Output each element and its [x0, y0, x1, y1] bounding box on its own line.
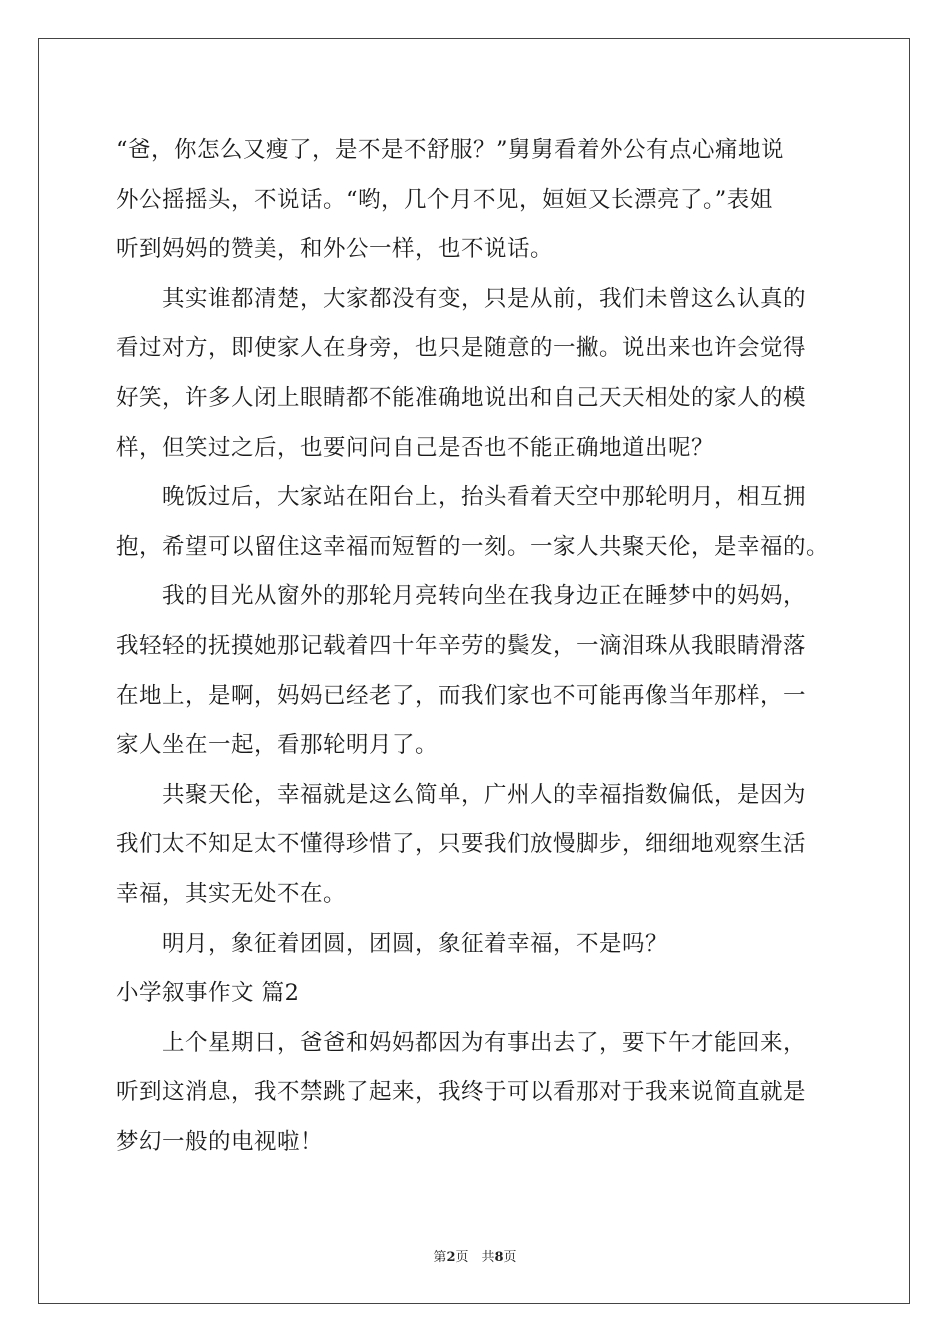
- text-line: 晚饭过后，大家站在阳台上，抬头看着天空中那轮明月，相互拥: [116, 484, 807, 511]
- text-line: 样，但笑过之后，也要问问自己是否也不能正确地道出呢？: [116, 434, 715, 461]
- text-line: 听到妈妈的赞美，和外公一样，也不说话。: [116, 236, 554, 263]
- text-line: 明月，象征着团圆，团圆，象征着幸福，不是吗？: [116, 930, 669, 957]
- text-line: 幸福，其实无处不在。: [116, 880, 347, 907]
- document-body: [116, 126, 836, 1167]
- footer-prefix: 第: [433, 1250, 447, 1265]
- total-page-number: 8: [494, 1250, 504, 1265]
- text-line: 我轻轻的抚摸她那记载着四十年辛劳的鬓发，一滴泪珠从我眼睛滑落: [116, 632, 807, 659]
- text-line: 我们太不知足太不懂得珍惜了，只要我们放慢脚步，细细地观察生活: [116, 831, 807, 858]
- text-line: 外公摇摇头，不说话。“哟，几个月不见，姮姮又长漂亮了。”表姐: [116, 186, 773, 213]
- text-line: 梦幻一般的电视啦！: [116, 1128, 324, 1155]
- text-line: 在地上，是啊，妈妈已经老了，而我们家也不可能再像当年那样，一: [116, 682, 807, 709]
- text-line: 看过对方，即使家人在身旁，也只是随意的一撇。说出来也许会觉得: [116, 335, 807, 362]
- section-heading: 小学叙事作文 篇2: [116, 980, 300, 1007]
- text-line: “爸，你怎么又瘦了，是不是不舒服？”舅舅看着外公有点心痛地说: [116, 137, 785, 163]
- text-line: 共聚天伦，幸福就是这么简单，广州人的幸福指数偏低，是因为: [116, 781, 807, 808]
- text-line: 上个星期日，爸爸和妈妈都因为有事出去了，要下午才能回来，: [116, 1029, 807, 1056]
- text-line: 听到这消息，我不禁跳了起来，我终于可以看那对于我来说简直就是: [116, 1079, 807, 1106]
- footer-middle: 页 共: [455, 1250, 495, 1265]
- text-line: 好笑，许多人闭上眼睛都不能准确地说出和自己天天相处的家人的模: [116, 384, 807, 411]
- current-page-number: 2: [446, 1250, 456, 1265]
- page-number-footer: [0, 1246, 950, 1265]
- text-line: 我的目光从窗外的那轮月亮转向坐在我身边正在睡梦中的妈妈，: [116, 583, 807, 610]
- text-line: 家人坐在一起，看那轮明月了。: [116, 732, 439, 759]
- text-line: 抱，希望可以留住这幸福而短暂的一刻。一家人共聚天伦，是幸福的。: [116, 533, 830, 560]
- footer-suffix: 页: [503, 1250, 517, 1265]
- text-line: 其实谁都清楚，大家都没有变，只是从前，我们未曾这么认真的: [116, 285, 807, 312]
